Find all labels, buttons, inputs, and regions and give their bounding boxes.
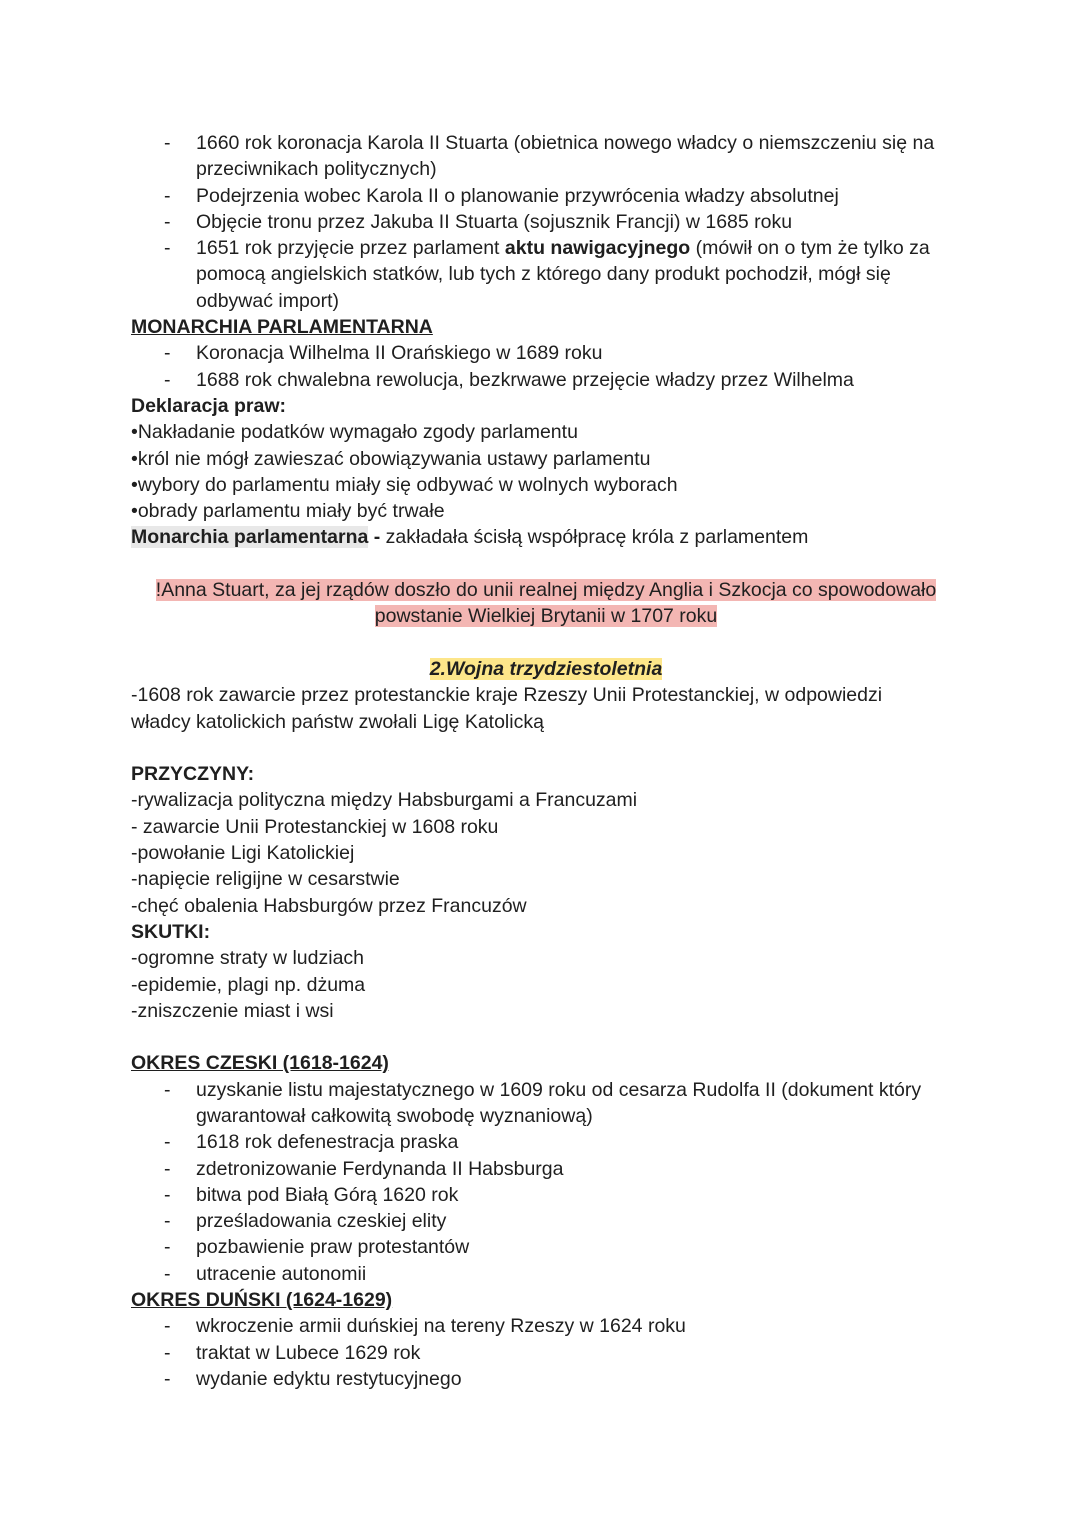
list-item xyxy=(131,1208,961,1234)
list-item-text: utracenie autonomii xyxy=(196,1262,367,1285)
spacer xyxy=(131,735,961,761)
war-heading: 2.Wojna trzydziestoletnia xyxy=(429,657,663,680)
cause-item: -powołanie Ligi Katolickiej xyxy=(131,842,355,865)
bullet-item: •wybory do parlamentu miały się odbywać w wolnych wyborach xyxy=(131,473,678,496)
list-item xyxy=(131,183,961,209)
list-item-text: Koronacja Wilhelma II Orańskiego w 1689 roku xyxy=(196,342,603,365)
navigation-act-item xyxy=(196,235,961,314)
list-item xyxy=(131,367,961,393)
list-dash: - xyxy=(164,368,171,391)
text-run: (mówił on o tym że tylko za pomocą angielskich statków, lub tych z którego dany produkt pochodził, mógł się odbywać import) xyxy=(196,237,930,312)
list-item-text: wkroczenie armii duńskiej na tereny Rzeszy w 1624 roku xyxy=(196,1315,686,1338)
list-dash: - xyxy=(164,1341,171,1364)
list-item-text: prześladowania czeskiej elity xyxy=(196,1210,447,1233)
list-item-text: 1618 rok defenestracja praska xyxy=(196,1131,459,1154)
list-dash: - xyxy=(164,210,171,233)
list-item xyxy=(131,1366,961,1392)
spacer xyxy=(131,551,961,577)
danish-heading: OKRES DUŃSKI (1624-1629) xyxy=(131,1289,393,1312)
bullet-item: •król nie mógł zawieszać obowiązywania ustawy parlamentu xyxy=(131,447,651,470)
bullet-item: •obrady parlamentu miały być trwałe xyxy=(131,500,445,523)
bold-term: aktu nawigacyjnego xyxy=(504,237,691,260)
text-run: 1651 rok przyjęcie przez parlament xyxy=(196,237,505,260)
highlighted-note: !Anna Stuart, za jej rządów doszło do unii realnej między Anglia i Szkocja co spowodowało xyxy=(155,579,937,602)
declaration-heading: Deklaracja praw: xyxy=(131,394,287,417)
definition-line xyxy=(131,524,961,550)
list-item xyxy=(131,1313,961,1339)
definition-dash: - xyxy=(368,526,386,549)
list-dash: - xyxy=(164,132,171,154)
list-item-text: wydanie edyktu restytucyjnego xyxy=(196,1367,462,1390)
document-content xyxy=(131,130,961,1392)
list-item xyxy=(131,235,961,314)
list-item xyxy=(131,1234,961,1260)
cause-item: -rywalizacja polityczna między Habsburgami a Francuzami xyxy=(131,789,638,812)
list-item xyxy=(131,1261,961,1287)
definition-text: zakładała ścisłą współpracę króla z parlamentem xyxy=(385,526,809,549)
effect-item: -ogromne straty w ludziach xyxy=(131,947,365,970)
list-item xyxy=(131,130,961,183)
list-dash: - xyxy=(164,1157,171,1180)
section-title xyxy=(131,656,961,682)
list-dash: - xyxy=(164,1315,171,1338)
paragraph-line: władcy katolickich państw zwołali Ligę Katolicką xyxy=(131,710,544,733)
paragraph-line: -1608 rok zawarcie przez protestanckie kraje Rzeszy Unii Protestanckiej, w odpowiedzi xyxy=(131,684,883,707)
list-dash: - xyxy=(164,1236,171,1259)
list-item xyxy=(131,340,961,366)
list-dash: - xyxy=(164,1183,171,1206)
list-dash: - xyxy=(164,1367,171,1390)
cause-item: - zawarcie Unii Protestanckiej w 1608 roku xyxy=(131,815,499,838)
spacer xyxy=(131,630,961,656)
highlighted-term: Monarchia parlamentarna xyxy=(131,526,369,549)
list-item xyxy=(131,209,961,235)
list-item xyxy=(131,1182,961,1208)
cause-item: -napięcie religijne w cesarstwie xyxy=(131,868,400,891)
list-dash: - xyxy=(164,1131,171,1154)
list-item-text: zdetronizowanie Ferdynanda II Habsburga xyxy=(196,1157,564,1180)
effect-item: -zniszczenie miast i wsi xyxy=(131,999,334,1022)
list-item-text: traktat w Lubece 1629 rok xyxy=(196,1341,421,1364)
list-item-text: uzyskanie listu majestatycznego w 1609 roku od cesarza Rudolfa II (dokument który gwarantował całkowitą swobodę wyznaniową) xyxy=(196,1078,922,1127)
effects-heading: SKUTKI: xyxy=(131,920,211,943)
effect-item: -epidemie, plagi np. dżuma xyxy=(131,973,366,996)
list-item xyxy=(131,1129,961,1155)
list-item xyxy=(131,1156,961,1182)
bullet-item: •Nakładanie podatków wymagało zgody parlamentu xyxy=(131,421,578,444)
highlighted-note: powstanie Wielkiej Brytanii w 1707 roku xyxy=(374,605,718,628)
list-item-text: 1688 rok chwalebna rewolucja, bezkrwawe przejęcie władzy przez Wilhelma xyxy=(196,368,854,391)
list-dash: - xyxy=(164,1210,171,1233)
list-dash: - xyxy=(164,342,171,365)
list-item-text: bitwa pod Białą Górą 1620 rok xyxy=(196,1183,459,1206)
list-dash: - xyxy=(164,237,171,260)
list-item-text: Podejrzenia wobec Karola II o planowanie przywrócenia władzy absolutnej xyxy=(196,184,839,207)
monarchy-heading: MONARCHIA PARLAMENTARNA xyxy=(131,316,433,339)
list-item-text: pozbawienie praw protestantów xyxy=(196,1236,470,1259)
czech-heading: OKRES CZESKI (1618-1624) xyxy=(131,1052,389,1075)
cause-item: -chęć obalenia Habsburgów przez Francuzów xyxy=(131,894,527,917)
list-item xyxy=(131,1077,961,1130)
list-dash: - xyxy=(164,1078,171,1101)
anna-note xyxy=(131,577,961,630)
list-item-text: Objęcie tronu przez Jakuba II Stuarta (sojusznik Francji) w 1685 roku xyxy=(196,210,793,233)
list-item xyxy=(131,1340,961,1366)
list-dash: - xyxy=(164,184,171,207)
causes-heading: PRZYCZYNY: xyxy=(131,763,255,786)
list-item-text: 1660 rok koronacja Karola II Stuarta (obietnica nowego władcy o niemszczeniu się na przeciwnikach politycznych) xyxy=(196,132,935,181)
list-dash: - xyxy=(164,1262,171,1285)
spacer xyxy=(131,1024,961,1050)
